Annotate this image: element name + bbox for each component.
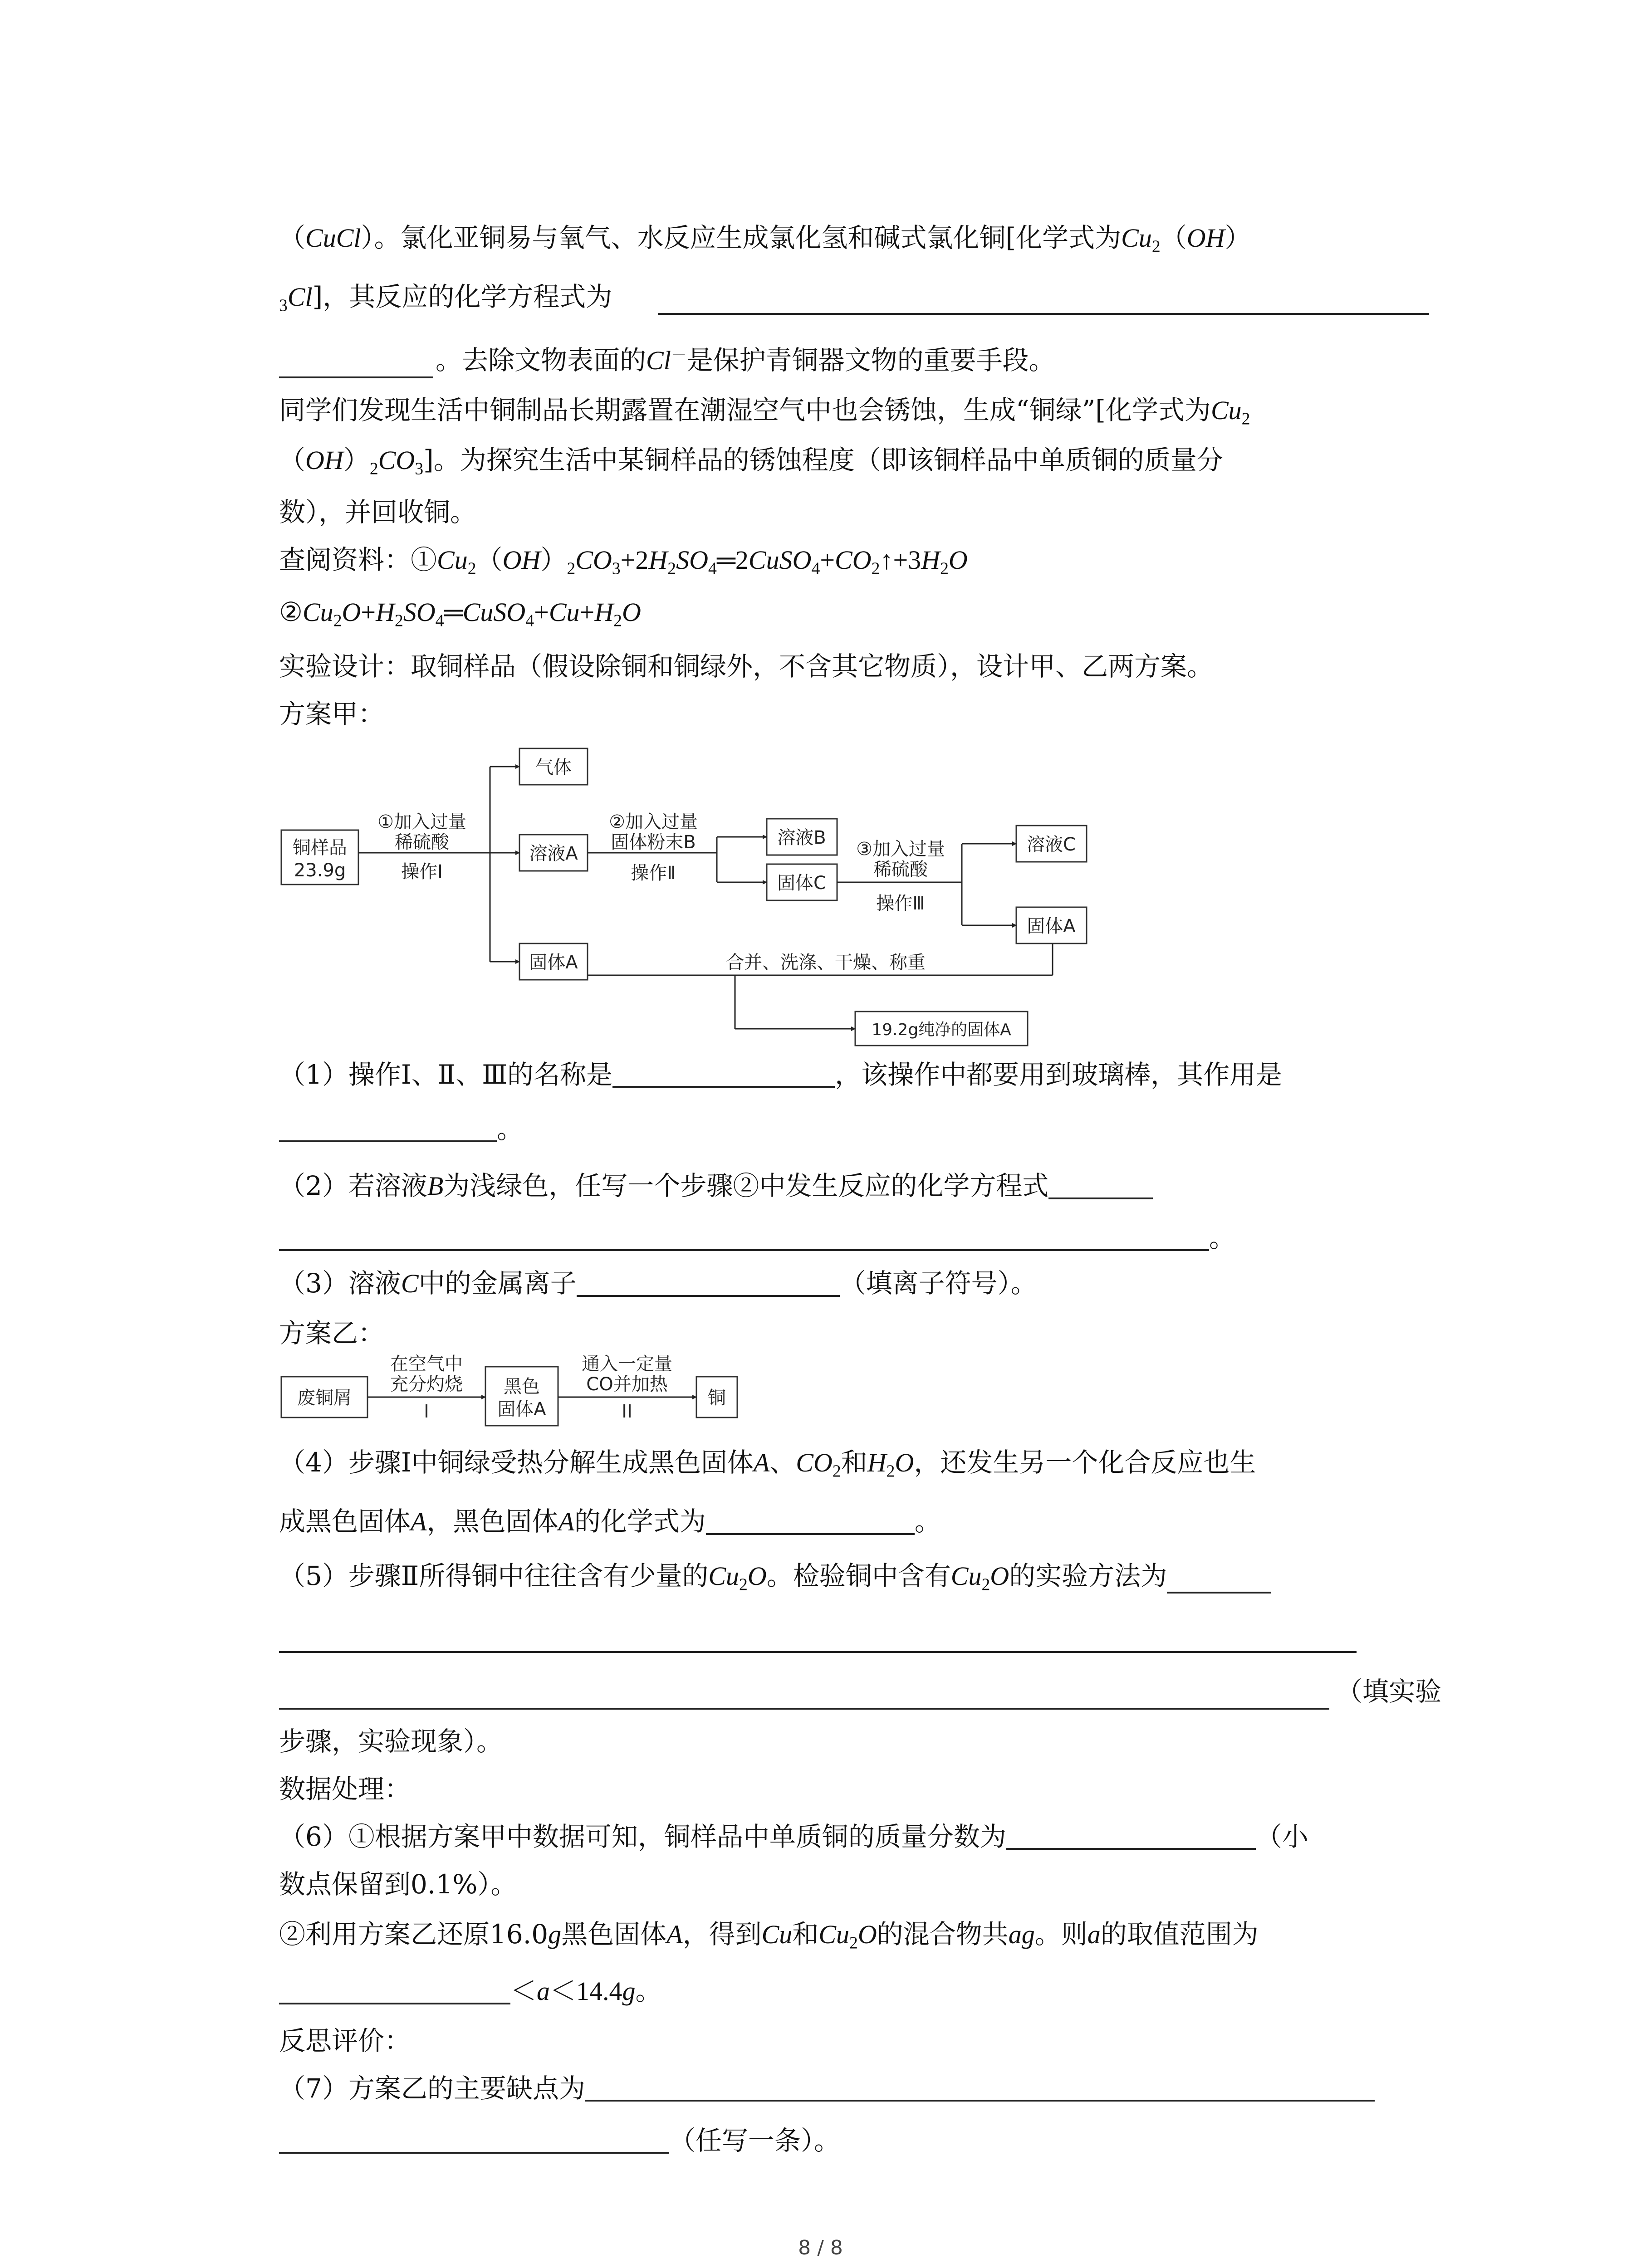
answer-blank[interactable] xyxy=(585,2076,1375,2102)
step-2-label: 通入一定量 xyxy=(582,1354,672,1374)
text-line: $(OH)_2CO_3$]。为探究生活中某铜样品的锈蚀程度（即该铜样品中单质铜的质量分 xyxy=(279,445,1223,479)
combine-label: 合并、洗涤、干燥、称重 xyxy=(726,952,926,973)
text-line: 数），并回收铜。 xyxy=(279,497,477,528)
text-line: $_3$Cl]，其反应的化学方程式为 xyxy=(279,281,612,315)
question-6-part-2: ②利用方案乙还原16.0g黑色固体A，得到Cu和$Cu_2O$的混合物共ag。则a的取值范围为 xyxy=(279,1919,1259,1953)
box-sol-b: 溶液B xyxy=(777,827,826,848)
answer-blank[interactable] xyxy=(706,1510,915,1535)
step3-label: ③加入过量 xyxy=(856,839,945,860)
box-solid-c: 固体C xyxy=(777,873,826,894)
box-sol-c: 溶液C xyxy=(1027,834,1076,855)
step2-reagent: 固体粉末B xyxy=(611,832,696,853)
box-waste-copper: 废铜屑 xyxy=(297,1388,352,1408)
question-6: （6）①根据方案甲中数据可知，铜样品中单质铜的质量分数为 （小 xyxy=(279,1821,1308,1852)
step-1-label: 在空气中 xyxy=(390,1354,463,1374)
question-7: （7）方案乙的主要缺点为 xyxy=(279,2075,1375,2102)
page-number: 8 / 8 xyxy=(798,2236,843,2259)
answer-blank[interactable] xyxy=(612,1062,835,1088)
text-line: 数据处理： xyxy=(279,1774,411,1804)
box-pure-solid: 19.2g纯净的固体A xyxy=(872,1021,1011,1039)
step2-label: ②加入过量 xyxy=(609,811,698,832)
box-black-solid: 黑色 xyxy=(504,1376,540,1397)
text-line: 同学们发现生活中铜制品长期露置在潮湿空气中也会锈蚀，生成“铜绿”[化学式为$Cu_2$ xyxy=(279,395,1250,429)
step-2-condition: CO并加热 xyxy=(586,1374,668,1395)
box-solid-a: 固体A xyxy=(529,952,578,973)
question-6-range: ＜a＜14.4g。 xyxy=(279,1978,662,2004)
answer-blank[interactable] xyxy=(658,313,1429,315)
box-black-solid-name: 固体A xyxy=(497,1399,546,1420)
sample-mass: 23.9g xyxy=(294,860,346,881)
question-5-hint: （填实验 xyxy=(1336,1676,1442,1707)
question-2-cont: 。 xyxy=(279,1225,1235,1251)
text-line: 方案甲： xyxy=(279,699,385,729)
box-solid-a2: 固体A xyxy=(1027,916,1076,937)
answer-blank[interactable] xyxy=(279,1708,1329,1710)
step-2-number: II xyxy=(622,1401,632,1422)
text-line: 。去除文物表面的Cl－是保护青铜器文物的重要手段。 xyxy=(436,345,1055,376)
question-4-cont: 成黑色固体A，黑色固体A的化学式为 。 xyxy=(279,1506,941,1537)
answer-blank[interactable] xyxy=(279,1117,497,1142)
question-4: （4）步骤Ⅰ中铜绿受热分解生成黑色固体A、$CO_2$和$H_2O$，还发生另一个化合反应也生 xyxy=(279,1447,1256,1481)
question-1: （1）操作Ⅰ、Ⅱ、Ⅲ的名称是 ，该操作中都要用到玻璃棒，其作用是 xyxy=(279,1059,1283,1090)
equation-line: 查阅资料：$①Cu_2(OH)_2CO_3+2H_2SO_4═2CuSO_4+CO_2↑+3H_2O$ xyxy=(279,544,968,578)
text-line: 反思评价： xyxy=(279,2025,411,2056)
step-1-number: I xyxy=(424,1401,429,1422)
answer-blank[interactable] xyxy=(279,1979,510,2004)
answer-blank[interactable] xyxy=(577,1271,840,1297)
question-5-hint-cont: 步骤，实验现象）。 xyxy=(279,1726,503,1757)
text-line: 实验设计：取铜样品（假设除铜和铜绿外，不含其它物质），设计甲、乙两方案。 xyxy=(279,651,1214,682)
op2-label: 操作Ⅱ xyxy=(631,863,676,884)
step1-reagent: 稀硫酸 xyxy=(395,832,449,853)
op3-label: 操作Ⅲ xyxy=(876,893,925,914)
text-line: （CuCl）。氯化亚铜易与氧气、水反应生成氯化氢和碱式氯化铜[化学式为$Cu_2(OH)$ xyxy=(279,222,1251,256)
answer-blank[interactable] xyxy=(279,1226,1209,1251)
step1-label: ①加入过量 xyxy=(377,811,466,832)
answer-blank[interactable] xyxy=(279,376,433,378)
question-3: （3）溶液C中的金属离子 （填离子符号）。 xyxy=(279,1268,1037,1299)
step-1-condition: 充分灼烧 xyxy=(390,1374,463,1395)
step3-reagent: 稀硫酸 xyxy=(873,859,928,880)
op1-label: 操作Ⅰ xyxy=(401,861,443,882)
flowchart-plan-b xyxy=(272,1349,771,1440)
text-line: 方案乙： xyxy=(279,1318,385,1349)
question-1-cont: 。 xyxy=(279,1116,523,1142)
answer-blank[interactable] xyxy=(279,1651,1357,1653)
answer-blank[interactable] xyxy=(1167,1568,1271,1593)
answer-blank[interactable] xyxy=(1048,1174,1153,1199)
box-copper: 铜 xyxy=(708,1388,726,1408)
question-7-cont: （任写一条）。 xyxy=(279,2127,840,2154)
box-sol-a: 溶液A xyxy=(529,843,578,864)
question-6-cont: 数点保留到0.1%）。 xyxy=(279,1869,517,1900)
question-2: （2）若溶液B为浅绿色，任写一个步骤②中发生反应的化学方程式 xyxy=(279,1173,1153,1199)
equation-line: $②Cu_2O+H_2SO_4═CuSO_4+Cu+H_2O$ xyxy=(279,596,641,631)
answer-blank[interactable] xyxy=(1006,1824,1256,1850)
box-sample: 铜样品 xyxy=(293,837,347,858)
box-gas: 气体 xyxy=(535,757,572,778)
flowchart-plan-a xyxy=(272,735,1134,1052)
answer-blank[interactable] xyxy=(279,2128,669,2154)
question-5: （5）步骤Ⅱ所得铜中往往含有少量的$Cu_2O$。检验铜中含有$Cu_2O$的实验方法为 xyxy=(279,1563,1271,1593)
